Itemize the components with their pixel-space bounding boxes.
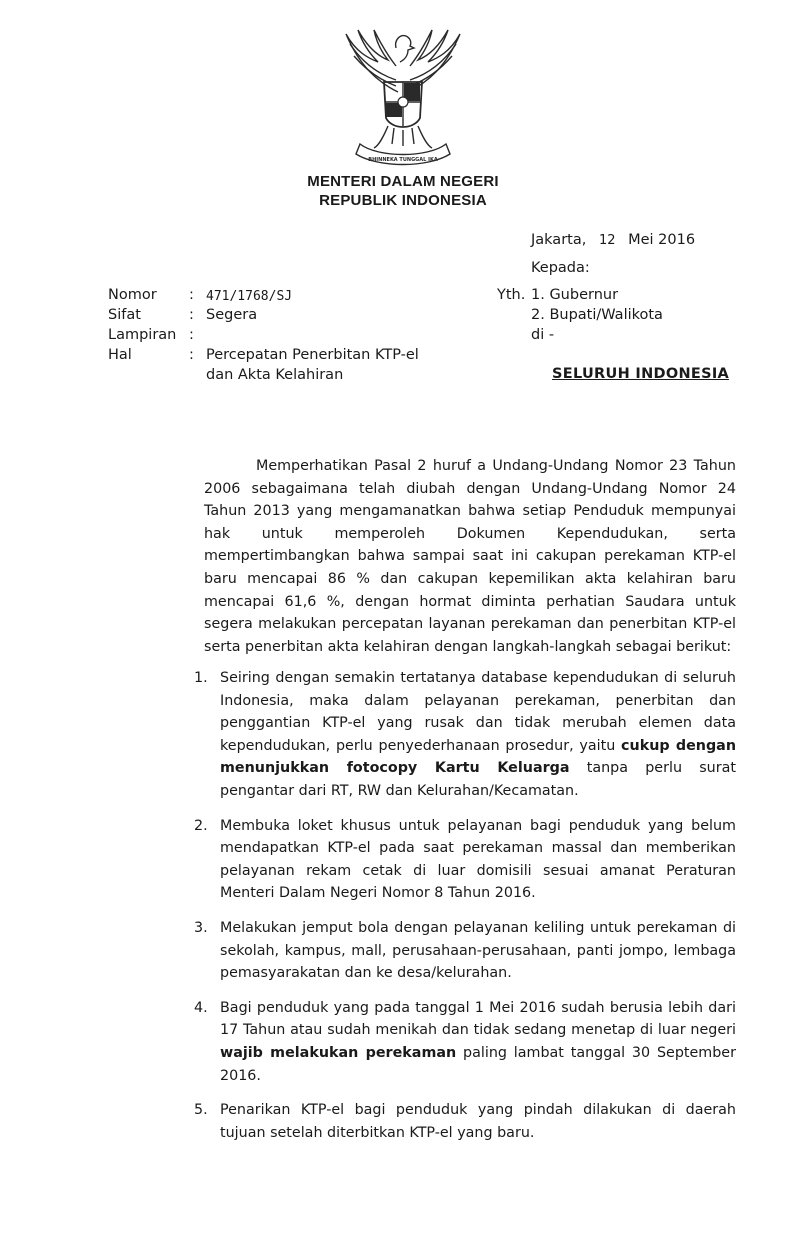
list-item-text: Penarikan KTP-el bagi penduduk yang pindah dilakukan di daerah tujuan setelah diterbitkan KTP-el yang baru. [220,1102,736,1141]
list-item [194,1099,736,1144]
emblem-motto: BHINNEKA TUNGGAL IKA [368,157,438,163]
list-item-text [220,667,736,803]
item1-text-b: tanpa perlu surat pengantar dari RT, RW dan Kelurahan/Kecamatan. [220,760,736,799]
garuda-emblem-icon [338,22,468,172]
nomor-colon: : [189,287,194,303]
list-item-text [220,997,736,1087]
city: Jakarta, [531,232,587,248]
list-item [194,815,736,905]
addressee-line-2: 2. Bupati/Walikota [531,307,663,323]
list-item-text: Melakukan jemput bola dengan pelayanan keliling untuk perekaman di sekolah, kampus, mall, perusahaan-perusahaan, panti jompo, lembaga pemasyarakatan dan ke desa/kelurahan. [220,919,736,982]
date-month-year: Mei 2016 [628,232,696,248]
intro-paragraph: Memperhatikan Pasal 2 huruf a Undang-Undang Nomor 23 Tahun 2006 sebagaimana telah diubah dengan Undang-Undang Nomor 24 Tahun 2013 yang mengamanatkan bahwa setiap Penduduk mempunyai hak untuk memperoleh Dokumen Kependudukan, serta mempertimbangkan bahwa sampai saat ini cakupan perekaman KTP-el baru mencapai 86 % dan cakupan kepemilikan akta kelahiran baru mencapai 61,6 %, dengan hormat diminta perhatian Saudara untuk segera melakukan percepatan layanan perekaman dan penerbitan KTP-el serta penerbitan akta kelahiran dengan langkah-langkah sebagai berikut: [204,458,736,655]
destination-heading: SELURUH INDONESIA [552,366,730,382]
sifat-colon: : [189,307,194,323]
list-item-number: 3. [194,919,208,936]
list-item-number: 1. [194,670,208,686]
sifat-value: Segera [206,307,258,323]
list-item-text: Membuka loket khusus untuk pelayanan bagi penduduk yang belum mendapatkan KTP-el pada saat perekaman massal dan memberikan pelayanan rekam cetak di luar domisili sesuai amanat Peraturan Menteri Dalam Negeri Nomor 8 Tahun 2016. [220,817,736,902]
list-item-number: 2. [194,817,208,834]
nomor-label: Nomor [108,287,157,303]
yth-label: Yth. [497,287,526,303]
hal-colon: : [189,347,194,363]
kepada-label: Kepada: [531,260,590,276]
ministry-title-line2: REPUBLIK INDONESIA [319,192,487,209]
item4-text-b: paling lambat tanggal 30 September 2016. [220,1044,736,1084]
nomor-value: 471/1768/SJ [206,289,293,304]
hal-value-line1: Percepatan Penerbitan KTP-el [206,347,419,363]
sifat-label: Sifat [108,307,141,323]
item4-text-bold: wajib melakukan perekaman [220,1044,457,1061]
list-item [194,917,736,985]
ministry-title-line1: MENTERI DALAM NEGERI [307,173,499,190]
place-date [531,230,695,251]
list-item [194,667,736,803]
item1-text-a: Seiring dengan semakin tertatanya database kependudukan di seluruh Indonesia, maka dalam pelayanan perekaman, penerbitan dan penggantian KTP-el yang rusak dan tidak merubah elemen data kependudukan, perlu penyederhanaan prosedur, yaitu [220,670,736,754]
list-item-number: 4. [194,999,208,1016]
hal-label: Hal [108,347,132,363]
list-item-number: 5. [194,1102,208,1119]
list-item [194,997,736,1087]
lampiran-label: Lampiran [108,327,177,343]
addressee-line-1: 1. Gubernur [531,287,619,303]
item4-text-a: Bagi penduduk yang pada tanggal 1 Mei 2016 sudah berusia lebih dari 17 Tahun atau sudah menikah dan tidak sedang menetap di luar negeri [220,999,736,1039]
garuda-emblem [338,22,468,172]
hal-value-line2: dan Akta Kelahiran [206,367,344,383]
date-day: 12 [598,233,616,248]
item1-text-bold: cukup dengan menunjukkan fotocopy Kartu Keluarga [220,737,736,777]
addressee-line-3: di - [531,327,555,343]
lampiran-colon: : [189,327,194,343]
steps-list [194,667,736,1156]
